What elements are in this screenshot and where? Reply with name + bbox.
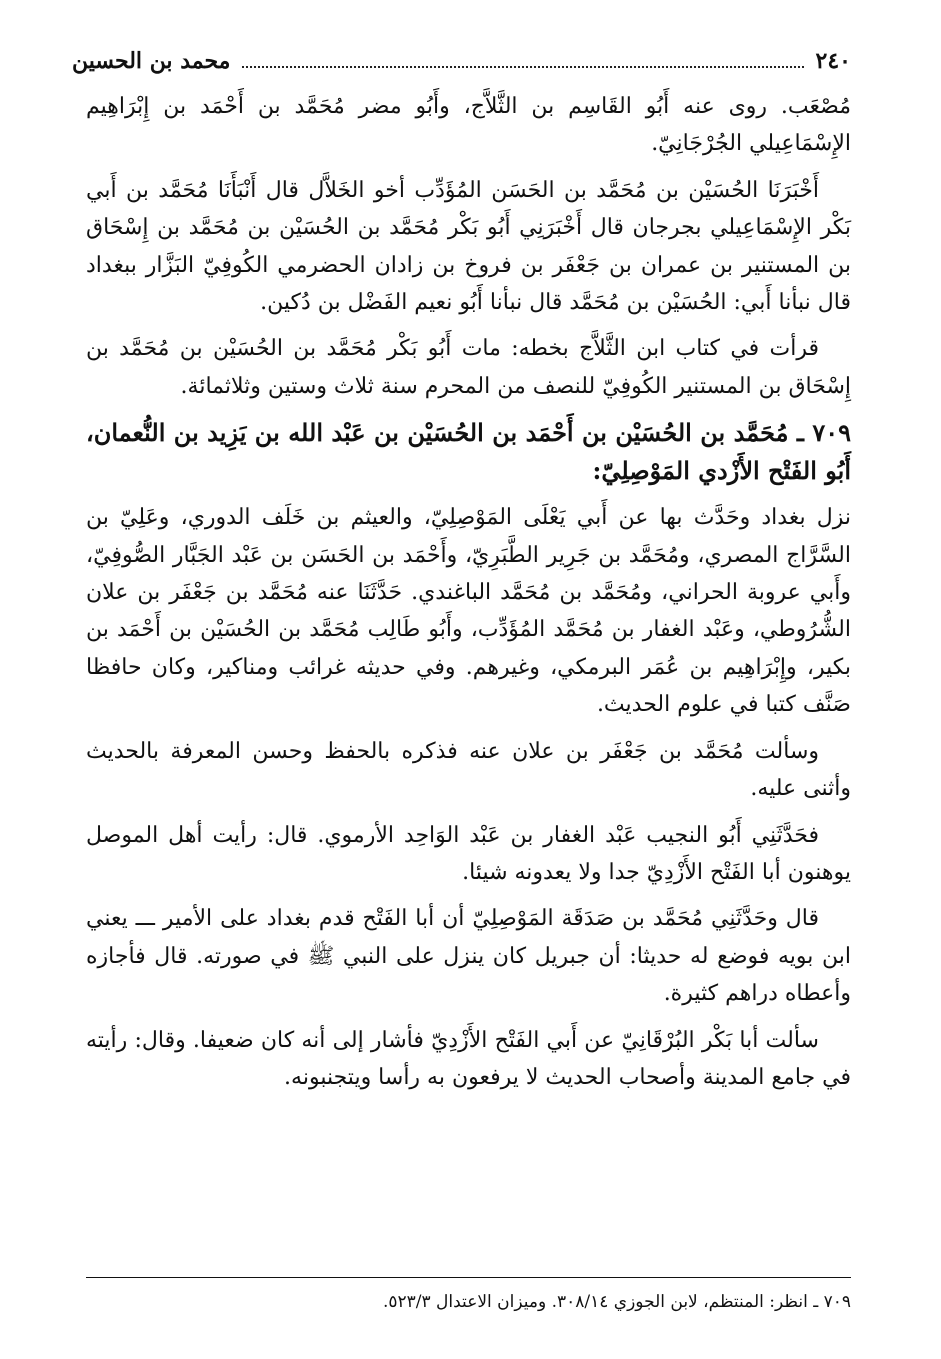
page-number: ٢٤٠ xyxy=(815,48,851,74)
running-title: محمد بن الحسين xyxy=(72,48,231,74)
paragraph-death-note: قرأت في كتاب ابن الثَّلاَّج بخطه: مات أَبُو بَكْر مُحَمَّد بن الحُسَيْن بن مُحَمَّد بن إِسْحَاق بن المستنير الكُوفِيّ للنصف من المحرم سنة ثلاث وستين وثلاثمائة. xyxy=(86,336,851,399)
page-body xyxy=(86,88,851,1105)
paragraph-continuation: مُصْعَب. روى عنه أَبُو القَاسِم بن الثَّلاَّج، وأَبُو مضر مُحَمَّد بن أَحْمَد بن إِبْرَاهِيم الإِسْمَاعِيلي الجُرْجَانِيّ. xyxy=(86,94,851,157)
entry-paragraph: وسألت مُحَمَّد بن جَعْفَر بن علان عنه فذكره بالحفظ وحسن المعرفة بالحديث وأثنى عليه. xyxy=(86,738,851,802)
entry-paragraph: قال وحَدَّثَنِي مُحَمَّد بن صَدَقَة المَوْصِلِيّ أن أبا الفَتْح قدم بغداد على الأمير ـــ يعني ابن بويه فوضع له حديثا: أن جبريل كان ينزل على النبي ﷺ في صورته. قال فأجازه وأعطاه دراهم كثيرة. xyxy=(86,906,851,1007)
footnote: ٧٠٩ ـ انظر: المنتظم، لابن الجوزي ٣٠٨/١٤. وميزان الاعتدال ٥٢٣/٣. xyxy=(382,1292,851,1312)
paragraph-isnad: أَخْبَرَنَا الحُسَيْن بن مُحَمَّد بن الحَسَن المُؤَدِّب أخو الخَلاَّل قال أَنْبَأَنَا مُحَمَّد بن أَبي بَكْر الإِسْمَاعِيلي بجرجان قال أَخْبَرَنِي أَبُو بَكْر مُحَمَّد بن الحُسَيْن بن مُحَمَّد بن إِسْحَاق بن المستنير بن عمران بن جَعْفَر بن فروخ بن زادان الحضرمي الكُوفِيّ البَزَّار ببغداد قال نبأنا أَبي: الحُسَيْن بن مُحَمَّد قال نبأنا أَبُو نعيم الفَضْل بن دُكين. xyxy=(86,177,851,316)
footnote-divider xyxy=(86,1277,851,1278)
entry-heading: ٧٠٩ ـ مُحَمَّد بن الحُسَيْن بن أَحْمَد بن الحُسَيْن بن عَبْد الله بن يَزِيد بن النُّعمان، أَبُو الفَتْح الأَزْدي المَوْصِلِيّ: xyxy=(86,418,851,486)
entry-paragraph: سألت أبا بَكْر البُرْقَانِيّ عن أَبي الفَتْح الأَزْدِيّ فأشار إلى أنه كان ضعيفا. وقال: رأيته في جامع المدينة وأصحاب الحديث لا يرفعون به رأسا ويتجنبونه. xyxy=(86,1027,851,1090)
entry-paragraph: فحَدَّثَنِي أَبُو النجيب عَبْد الغفار بن عَبْد الوَاحِد الأرموي. قال: رأيت أهل الموصل يوهنون أبا الفَتْح الأَزْدِيّ جدا ولا يعدونه شيئا. xyxy=(86,822,851,885)
page-header xyxy=(72,48,851,74)
entry-paragraph: نزل بغداد وحَدَّث بها عن أَبي يَعْلَى المَوْصِلِيّ، والعيثم بن خَلَف الدوري، وعَلِيّ بن السَّرَّاج المصري، ومُحَمَّد بن جَرِير الطَّبَرِيّ، وأَحْمَد بن الحَسَن بن عَبْد الجَبَّار الصُّوفِيّ، وأَبي عروبة الحراني، ومُحَمَّد بن مُحَمَّد الباغندي. حَدَّثَنَا عنه مُحَمَّد بن جَعْفَر بن علان الشُّرُوطي، وعَبْد الغفار بن مُحَمَّد المُؤَدِّب، وأَبُو طَالِب مُحَمَّد بن الحُسَيْن بن أَحْمَد بن بكير، وإِبْرَاهِيم بن عُمَر البرمكي، وغيرهم. وفي حديثه غرائب ومناكير، وكان حافظا صَنَّف كتبا في علوم الحديث. xyxy=(86,505,851,718)
header-dot-leader xyxy=(242,56,803,68)
